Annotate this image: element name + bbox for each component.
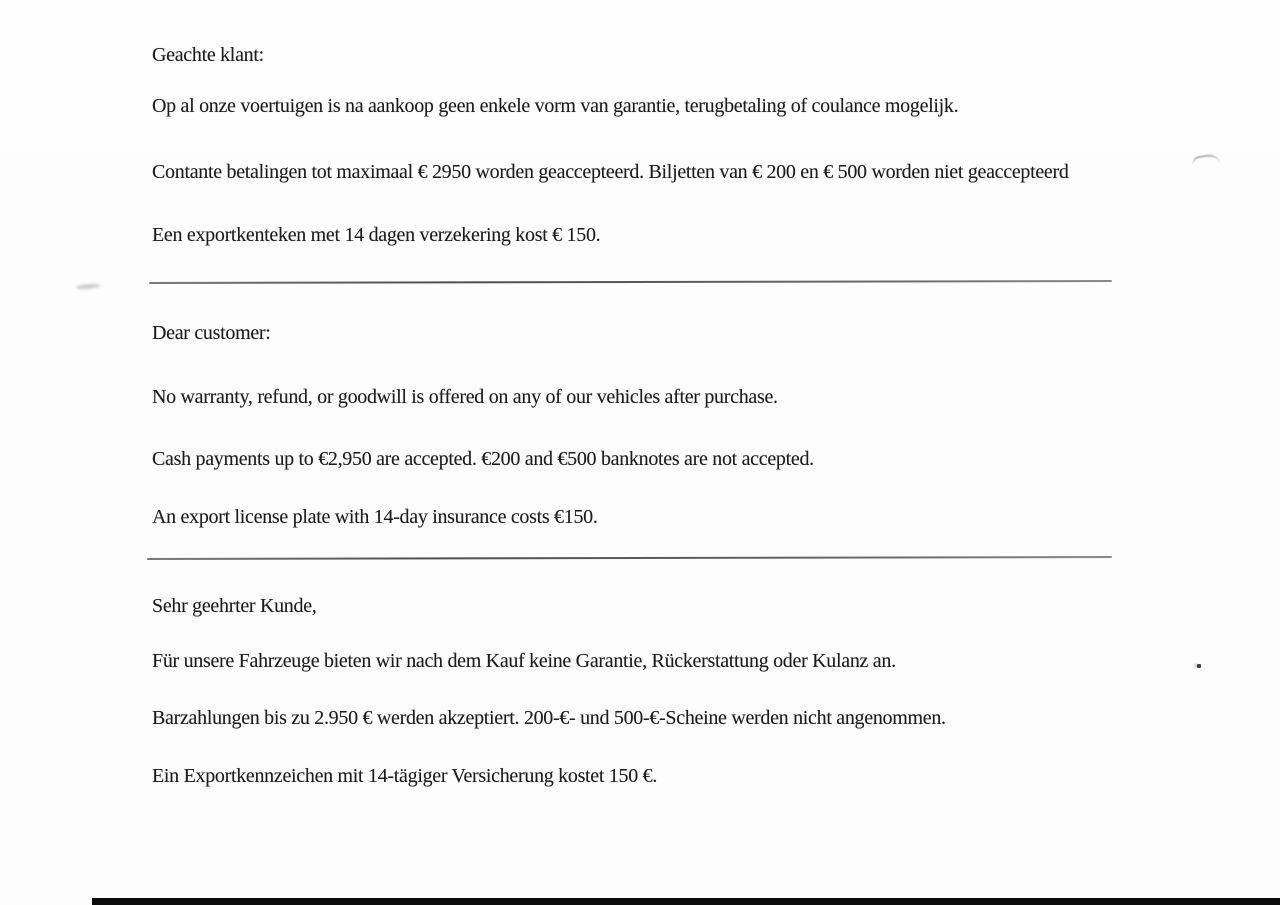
german-warranty-line: Für unsere Fahrzeuge bieten wir nach dem Kauf keine Garantie, Rückerstattung oder Kulanz an. bbox=[152, 650, 896, 672]
german-cash-payment-line: Barzahlungen bis zu 2.950 € werden akzeptiert. 200-€- und 500-€-Scheine werden nicht angenommen. bbox=[152, 707, 946, 729]
scan-smudge-artifact bbox=[76, 283, 100, 290]
german-greeting: Sehr geehrter Kunde, bbox=[152, 595, 317, 617]
german-export-plate-line: Ein Exportkennzeichen mit 14-tägiger Versicherung kostet 150 €. bbox=[152, 765, 658, 787]
scan-pencil-mark-artifact bbox=[1191, 153, 1221, 169]
english-greeting: Dear customer: bbox=[152, 322, 271, 344]
section-divider-top bbox=[149, 280, 1112, 284]
dutch-export-plate-line: Een exportkenteken met 14 dagen verzekering kost € 150. bbox=[152, 224, 601, 246]
scan-dot-artifact bbox=[1197, 664, 1201, 668]
scan-edge-bar-artifact bbox=[92, 898, 1280, 905]
english-cash-payment-line: Cash payments up to €2,950 are accepted. €200 and €500 banknotes are not accepted. bbox=[152, 448, 814, 470]
dutch-cash-payment-line: Contante betalingen tot maximaal € 2950 worden geaccepteerd. Biljetten van € 200 en € 500 worden niet geaccepteerd bbox=[152, 161, 1069, 183]
english-export-plate-line: An export license plate with 14-day insurance costs €150. bbox=[152, 506, 598, 528]
english-warranty-line: No warranty, refund, or goodwill is offered on any of our vehicles after purchase. bbox=[152, 386, 778, 408]
dutch-warranty-line: Op al onze voertuigen is na aankoop geen enkele vorm van garantie, terugbetaling of coulance mogelijk. bbox=[152, 95, 959, 117]
section-divider-bottom bbox=[147, 556, 1112, 560]
dutch-greeting: Geachte klant: bbox=[152, 44, 264, 66]
